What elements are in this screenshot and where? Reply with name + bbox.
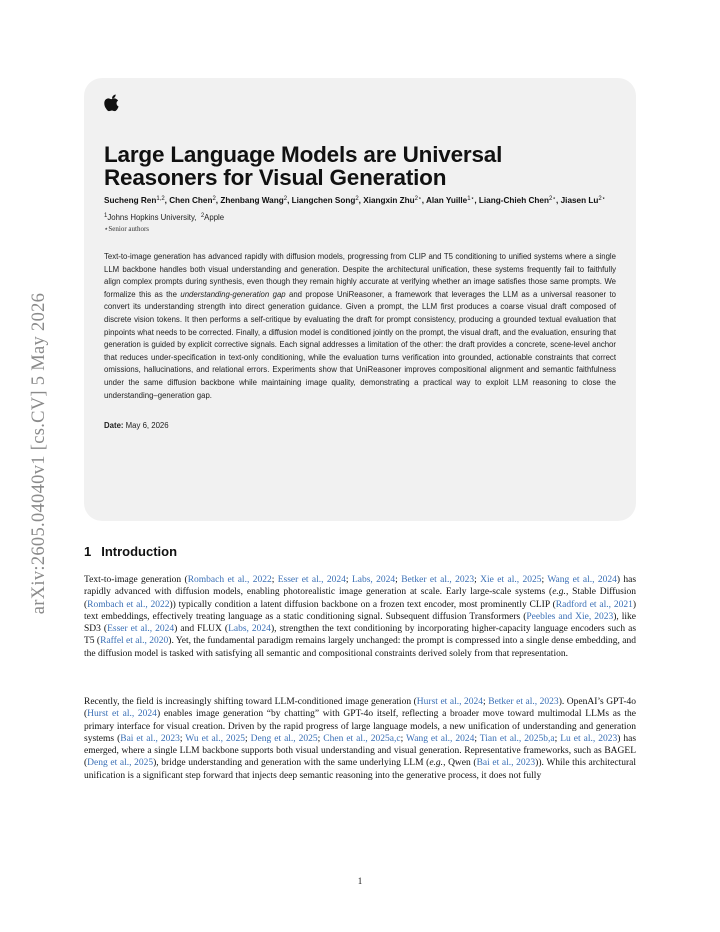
body-text-segment: ; xyxy=(554,733,561,744)
author-name: Liang-Chieh Chen xyxy=(478,196,549,205)
affiliations xyxy=(104,213,616,222)
abstract-text-2: and propose UniReasoner, a framework that leverages the LLM as a universal reasoner to convert its understanding strength into direct generation guidance. Given a prompt, the LLM first produces a coarse visual draft composed of discrete vision tokens. It then performs a self-critique by evaluating the draft for prompt consistency, producing a grounded textual evaluation that pinpoints what needs to be corrected. Finally, a diffusion model is conditioned jointly on the prompt, the visual draft, and the evaluation, ensuring that generation is guided by explicit corrective signals. Each signal addresses a limitation of the other: the draft provides a concrete, scene-level anchor that reduces under-specification in text-only conditioning, while the evaluation turns verification into grounded, actionable constraints that correct omissions, hallucinations, and relational errors. Experiments show that UniReasoner improves compositional alignment and semantic faithfulness under the same diffusion backbone while maintaining image quality, demonstrating a practical way to exploit LLM reasoning to close the understanding–generation gap. xyxy=(104,289,616,400)
body-text-segment: ; xyxy=(317,733,324,744)
citation-link[interactable]: Radford et al., 2021 xyxy=(555,599,633,610)
citation-link[interactable]: Rombach et al., 2022 xyxy=(187,575,272,585)
citation-link[interactable]: Wang et al., 2024 xyxy=(406,733,475,744)
arxiv-identifier-text: arXiv:2605.04040v1 [cs.CV] 5 May 2026 xyxy=(29,292,50,614)
body-text-segment: , Qwen ( xyxy=(443,758,477,769)
citation-link[interactable]: Betker et al., 2023 xyxy=(488,697,559,707)
body-text-segment: ) has rapidly advanced with diffusion models, enabling photorealistic image generation at scale. Early large-scale systems ( xyxy=(84,575,637,598)
body-text-segment: )) typically condition a latent diffusion backbone on a frozen text encoder, most prominently CLIP ( xyxy=(169,599,556,610)
body-text-segment: Text-to-image generation ( xyxy=(84,575,188,585)
body-text-segment: ; xyxy=(474,733,480,744)
body-text-segment: ). OpenAI’s GPT-4o ( xyxy=(84,697,637,720)
citation-link[interactable]: Chen et al., 2025a,c xyxy=(323,733,401,744)
paper-title: Large Language Models are Universal Reasoners for Visual Generation xyxy=(104,142,503,190)
citation-link[interactable]: Esser et al., 2024 xyxy=(277,575,346,585)
body-text-segment: ; xyxy=(245,733,251,744)
body-text-segment: ), bridge understanding and generation with the same underlying LLM ( xyxy=(153,758,430,769)
body-text-segment: Recently, the field is increasingly shifting toward LLM-conditioned image generation ( xyxy=(84,697,417,707)
emphasis-text: e.g. xyxy=(429,758,444,769)
citation-link[interactable]: Deng et al., 2025 xyxy=(250,733,318,744)
affiliation-name: Johns Hopkins University, xyxy=(107,213,197,222)
body-text-segment: ; xyxy=(395,575,402,585)
abstract xyxy=(104,251,616,402)
author-name: Chen Chen xyxy=(169,196,213,205)
date-row xyxy=(104,421,616,430)
body-text-segment: , Stable Diffusion ( xyxy=(84,587,636,610)
author-affiliation-mark: 2⋆ xyxy=(598,196,606,202)
citation-link[interactable]: Labs, 2024 xyxy=(228,624,271,635)
arxiv-identifier-stamp xyxy=(10,258,70,648)
date-label: Date: xyxy=(104,421,124,431)
citation-link[interactable]: Labs, 2024 xyxy=(351,575,396,585)
apple-logo-icon xyxy=(104,94,120,113)
citation-link[interactable]: Peebles and Xie, 2023 xyxy=(526,611,614,622)
body-text-segment: ; xyxy=(179,733,186,744)
author-name: Xiangxin Zhu xyxy=(363,196,415,205)
author-name: Jiasen Lu xyxy=(560,196,599,205)
citation-link[interactable]: Hurst et al., 2024 xyxy=(416,697,484,707)
author-name: Liangchen Song xyxy=(291,196,356,205)
senior-authors-note: ⋆Senior authors xyxy=(104,225,150,233)
author-affiliation-mark: 1,2 xyxy=(156,196,165,202)
author-name: Sucheng Ren xyxy=(104,196,157,205)
body-text-segment: ; xyxy=(345,575,352,585)
author-name: Zhenbang Wang xyxy=(220,196,284,205)
citation-link[interactable]: Tian et al., 2025b,a xyxy=(479,733,555,744)
intro-paragraph-1 xyxy=(84,574,636,660)
body-text-segment: ; xyxy=(474,575,481,585)
author-affiliation-mark: 1⋆ xyxy=(467,196,475,202)
date-value: May 6, 2026 xyxy=(125,421,169,431)
body-text-segment: ) and FLUX ( xyxy=(174,624,229,635)
citation-link[interactable]: Hurst et al., 2024 xyxy=(87,709,157,720)
body-text-segment: ). Yet, the fundamental paradigm remains largely unchanged: the prompt is compressed into a single dense embedding, and the diffusion model is tasked with satisfying all semantic and compositional constraints derived solely from that representation. xyxy=(84,636,637,659)
body-text-segment: ) has emerged, where a single LLM backbone supports both visual understanding and visual generation. Representative frameworks, such as BAGEL ( xyxy=(84,733,637,769)
body-text-segment: ; xyxy=(271,575,278,585)
affiliation-mark: 1 xyxy=(104,213,108,219)
citation-link[interactable]: Lu et al., 2023 xyxy=(560,733,618,744)
citation-link[interactable]: Wang et al., 2024 xyxy=(547,575,617,585)
emphasis-text: e.g. xyxy=(552,587,566,598)
citation-link[interactable]: Raffel et al., 2020 xyxy=(100,636,169,647)
author-list: Sucheng Ren$^{1,2}$, Chen Chen$^2$, Zhenbang Wang$^2$, Liangchen Song$^2$, Xiangxin Zhu$^{2⋆}$, Alan Yuille$^{1⋆}$, Liang-Chieh Chen$^{2⋆}$, Jiasen $Lu^{2⋆}$ xyxy=(104,196,606,205)
section-number: 1 xyxy=(84,544,92,559)
citation-link[interactable]: Rombach et al., 2022 xyxy=(87,599,170,610)
body-text-segment: ) text embeddings, effectively treating language as a static conditioning signal. Subsequent diffusion Transformers ( xyxy=(84,599,636,622)
body-text-segment: ) enables image generation “by chatting” with GPT-4o itself, reflecting a broader move toward multimodal LLMs as the primary interface for visual creation. Driven by the rapid progress of large language models, a new unification of understanding and generation systems ( xyxy=(84,709,636,744)
citation-link[interactable]: Betker et al., 2023 xyxy=(401,575,475,585)
affiliation-mark: 2 xyxy=(200,213,205,219)
body-text-segment: ), like SD3 ( xyxy=(84,611,636,635)
section-heading-introduction xyxy=(84,544,177,559)
citation-link[interactable]: Xie et al., 2025 xyxy=(480,575,542,585)
citation-link[interactable]: Wu et al., 2025 xyxy=(185,733,246,744)
author-affiliation-mark: 2⋆ xyxy=(548,196,557,202)
page-number: 1 xyxy=(357,876,363,886)
author-affiliation-mark: 2 xyxy=(283,196,288,202)
body-text-segment: )). While this architectural unification is a significant step forward that injects deep semantic reasoning into the generative process, it does not fully xyxy=(84,758,637,781)
author-affiliation-mark: 2 xyxy=(355,196,359,202)
section-title: Introduction xyxy=(101,544,178,559)
author-affiliation-mark: 2⋆ xyxy=(414,196,422,202)
affiliation-name: Apple xyxy=(204,213,225,222)
intro-paragraph-2 xyxy=(84,696,636,782)
body-text-segment: ), strengthen the text conditioning by incorporating higher-capacity language encoders such as T5 ( xyxy=(84,624,637,647)
body-text-segment: ; xyxy=(483,697,489,707)
abstract-emphasis: understanding-generation gap xyxy=(180,289,286,299)
citation-link[interactable]: Deng et al., 2025 xyxy=(87,758,154,769)
citation-link[interactable]: Esser et al., 2024 xyxy=(107,624,175,635)
abstract-text-1: Text-to-image generation has advanced rapidly with diffusion models, progressing from CLIP and T5 conditioning to unified systems where a single LLM backbone handles both visual understanding and generation. Despite the architectural unification, these systems frequently fail to faithfully align complex prompts during synthesis, even though they remain highly accurate at verifying whether an image satisfies those same prompts. We formalize this as the xyxy=(104,252,616,299)
citation-link[interactable]: Bai et al., 2023 xyxy=(120,733,180,744)
citation-link[interactable]: Bai et al., 2023 xyxy=(476,758,536,769)
body-text-segment: ; xyxy=(541,575,548,585)
header-card xyxy=(84,78,636,521)
author-affiliation-mark: 2 xyxy=(212,196,216,202)
body-text-segment: ; xyxy=(400,733,407,744)
author-name: Alan Yuille xyxy=(425,196,468,205)
